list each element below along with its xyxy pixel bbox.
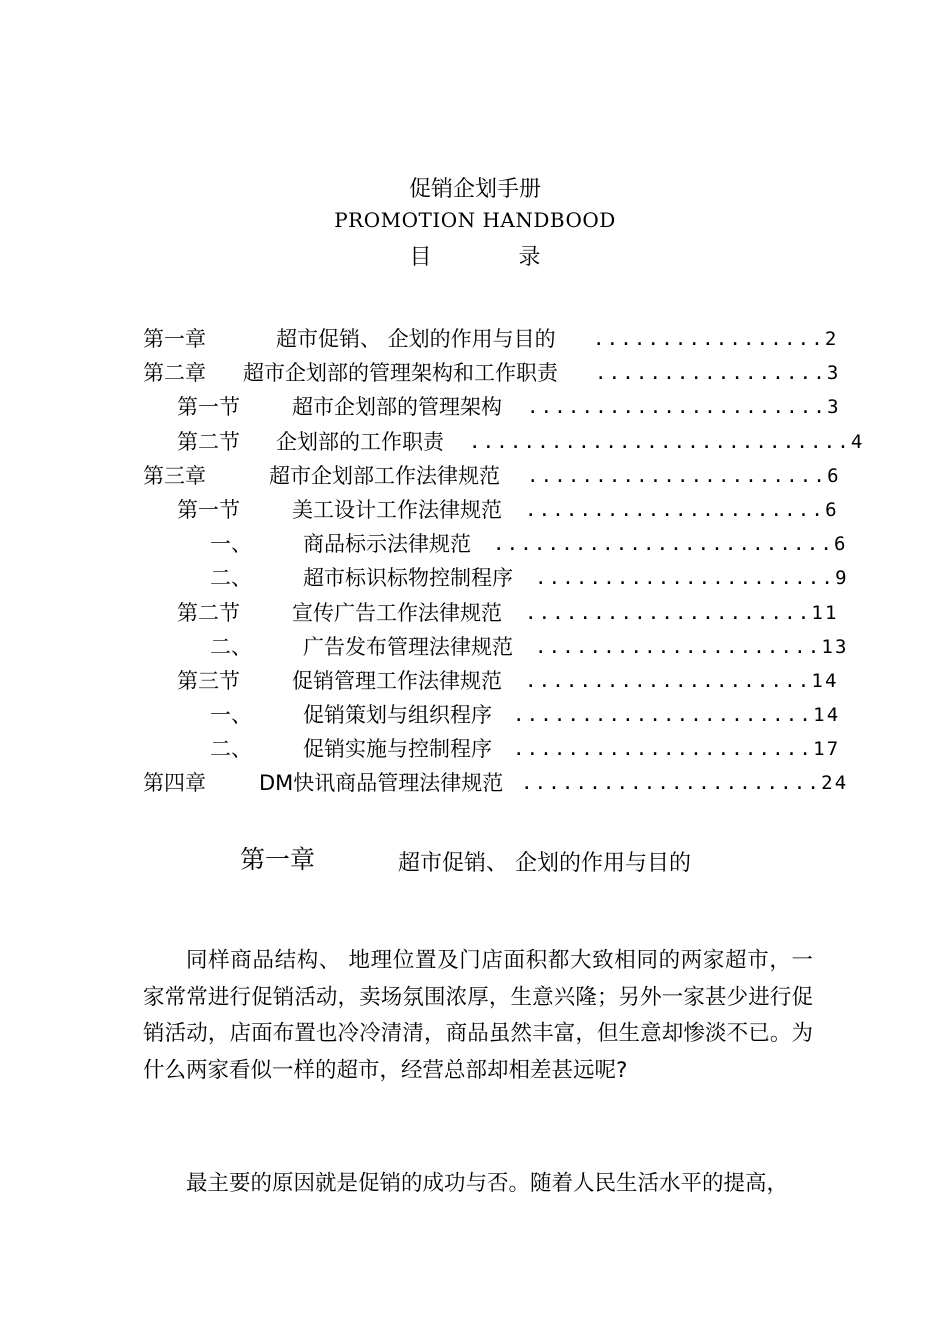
toc-entry-page: .................2	[593, 328, 839, 350]
toc-entry-title: 商品标示法律规范	[303, 532, 471, 557]
toc-entry-page: ......................17	[513, 738, 841, 761]
toc-entry-title: 广告发布管理法律规范	[303, 634, 513, 659]
toc-entry-page: ......................24	[521, 772, 849, 795]
toc-entry-title: 宣传广告工作法律规范	[292, 600, 502, 625]
toc-entry[interactable]	[143, 596, 839, 630]
toc-entry-label: 二、	[210, 566, 252, 591]
toc-entry[interactable]	[143, 493, 839, 527]
toc-entry-title: 超市企划部的管理架构和工作职责	[243, 361, 558, 386]
toc-leader-dots: ......................	[527, 396, 828, 419]
toc-entry-label: 第三节	[177, 668, 240, 693]
toc-entry-label: 第二节	[177, 429, 240, 454]
chapter-title: 超市促销、 企划的作用与目的	[398, 851, 691, 876]
toc-leader-dots: .....................	[525, 669, 812, 692]
toc-entry-page: ......................9	[535, 567, 849, 590]
document-title: 促销企划手册	[408, 177, 541, 202]
toc-entry-title: 超市企划部工作法律规范	[269, 463, 500, 488]
toc-entry-label: 第二节	[177, 600, 240, 625]
chapter-number: 第一章	[240, 845, 316, 874]
toc-entry[interactable]	[143, 322, 839, 356]
toc-entry[interactable]	[143, 356, 841, 390]
toc-entry-page: ......................14	[513, 704, 841, 727]
toc-leader-dots: ......................	[513, 704, 814, 727]
toc-entry[interactable]	[143, 390, 841, 424]
toc-entry-page: .........................6	[493, 533, 848, 556]
toc-entry-label: 第二章	[143, 361, 206, 386]
document-subtitle: PROMOTION HANDBOOD	[334, 208, 616, 232]
toc-leader-dots: .....................	[525, 601, 812, 624]
toc-leader-dots: ......................	[527, 464, 828, 487]
toc-entry-title: 美工设计工作法律规范	[292, 497, 502, 522]
toc-entry-page: .....................14	[525, 669, 839, 692]
toc-entry-title: DM快讯商品管理法律规范	[259, 771, 504, 796]
toc-leader-dots: .....................	[535, 635, 822, 658]
toc-leader-dots: ......................	[513, 738, 814, 761]
toc-entry[interactable]	[143, 459, 841, 493]
toc-entry-label: 第一章	[143, 327, 206, 351]
toc-entry-page: ......................6	[525, 498, 839, 521]
toc-leader-dots: ......................	[521, 772, 822, 795]
table-of-contents	[143, 322, 865, 801]
body-paragraph: 最主要的原因就是促销的成功与否。随着人民生活水平的提高，	[186, 1171, 789, 1196]
toc-leader-dots: .................	[593, 328, 825, 350]
toc-entry-title: 促销管理工作法律规范	[292, 668, 502, 693]
toc-entry-page: .................3	[595, 362, 841, 385]
toc-entry-page: ......................3	[527, 396, 841, 419]
toc-leader-dots: ......................	[535, 567, 836, 590]
toc-entry[interactable]	[143, 766, 849, 800]
toc-entry-label: 第一节	[177, 497, 240, 522]
toc-entry-label: 第四章	[143, 771, 206, 796]
toc-entry[interactable]	[143, 698, 841, 732]
toc-entry-label: 第三章	[143, 463, 206, 488]
toc-entry-page: .....................13	[535, 635, 849, 658]
toc-entry[interactable]	[143, 732, 841, 766]
toc-entry-label: 第一节	[177, 395, 240, 420]
toc-entry-page: ............................4	[469, 430, 865, 453]
toc-entry-page: ......................6	[527, 464, 841, 487]
toc-entry[interactable]	[143, 630, 849, 664]
toc-entry-label: 二、	[210, 737, 252, 762]
toc-entry[interactable]	[143, 561, 849, 595]
toc-entry[interactable]	[143, 425, 865, 459]
toc-leader-dots: .........................	[493, 533, 834, 556]
toc-leader-dots: .................	[595, 362, 827, 385]
toc-entry-title: 超市企划部的管理架构	[292, 395, 502, 420]
toc-entry[interactable]	[143, 527, 848, 561]
toc-entry[interactable]	[143, 664, 839, 698]
toc-entry-title: 超市标识标物控制程序	[303, 566, 513, 591]
toc-entry-label: 一、	[210, 703, 252, 728]
toc-leader-dots: ............................	[469, 430, 851, 453]
toc-entry-label: 一、	[210, 532, 252, 557]
toc-entry-title: 超市促销、 企划的作用与目的	[276, 327, 556, 351]
toc-heading: 目 录	[409, 245, 581, 270]
toc-entry-title: 促销实施与控制程序	[303, 737, 492, 762]
toc-entry-label: 二、	[210, 634, 252, 659]
toc-entry-title: 促销策划与组织程序	[303, 703, 492, 728]
toc-entry-page: .....................11	[525, 601, 839, 624]
body-paragraph: 同样商品结构、 地理位置及门店面积都大致相同的两家超市，一家常常进行促销活动，卖场氛围浓厚，生意兴隆；另外一家甚少进行促销活动，店面布置也冷冷清清，商品虽然丰富，但生意却惨淡不已。为什么两家看似一样的超市，经营总部却相差甚远呢?	[143, 948, 813, 1083]
toc-leader-dots: ......................	[525, 498, 826, 521]
toc-entry-title: 企划部的工作职责	[276, 429, 444, 454]
